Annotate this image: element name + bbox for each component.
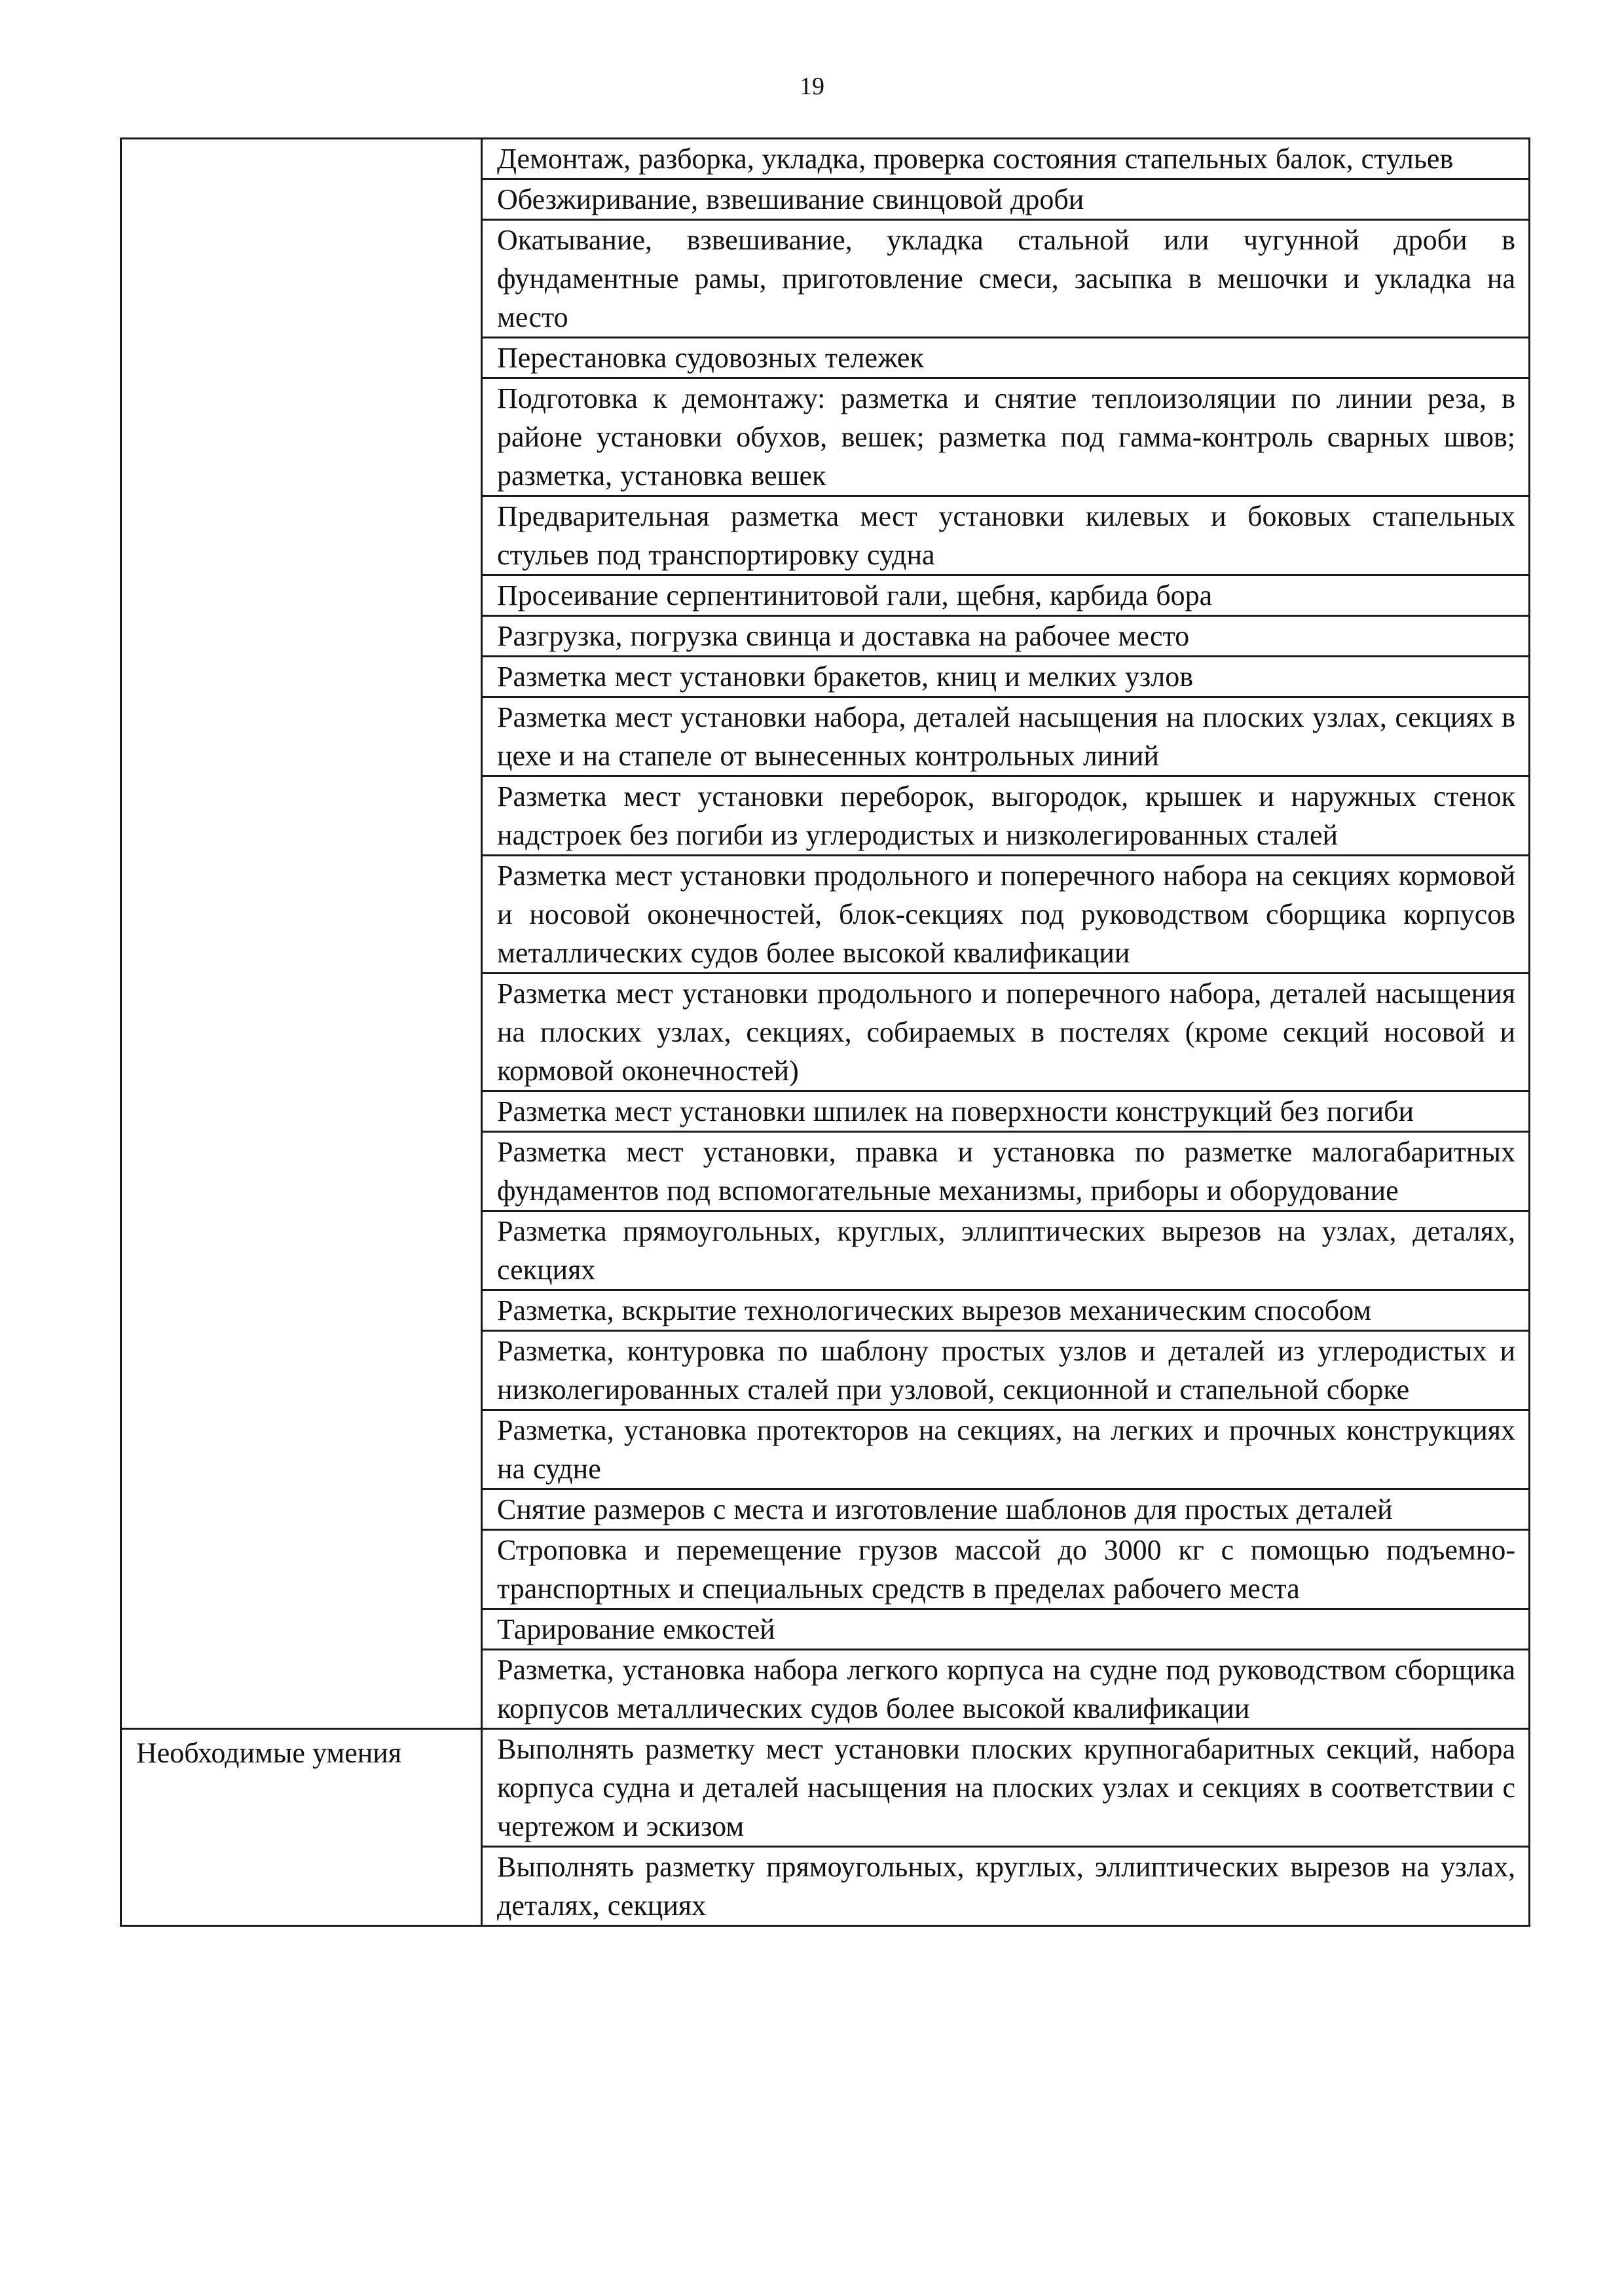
- table-row: [121, 139, 1530, 179]
- table-cell: Разметка прямоугольных, круглых, эллиптических вырезов на узлах, деталях, секциях: [482, 1211, 1530, 1290]
- table-cell: Тарирование емкостей: [482, 1609, 1530, 1650]
- table-cell: Снятие размеров с места и изготовление шаблонов для простых деталей: [482, 1489, 1530, 1530]
- table-cell: Разметка мест установки переборок, выгородок, крышек и наружных стенок надстроек без погиби из углеродистых и низколегированных сталей: [482, 776, 1530, 856]
- table-cell: Разметка мест установки бракетов, книц и мелких узлов: [482, 657, 1530, 697]
- table-cell: Выполнять разметку мест установки плоских крупногабаритных секций, набора корпуса судна и деталей насыщения на плоских узлах и секциях в соответствии с чертежом и эскизом: [482, 1729, 1530, 1847]
- table-cell: Разметка мест установки набора, деталей насыщения на плоских узлах, секциях в цехе и на стапеле от вынесенных контрольных линий: [482, 697, 1530, 776]
- table-cell: Окатывание, взвешивание, укладка стальной или чугунной дроби в фундаментные рамы, приготовление смеси, засыпка в мешочки и укладка на место: [482, 220, 1530, 338]
- block2-label-cell: Необходимые умения: [121, 1729, 482, 1926]
- table-cell: Разметка мест установки продольного и поперечного набора, деталей насыщения на плоских узлах, секциях, собираемых в постелях (кроме секций носовой и кормовой оконечностей): [482, 974, 1530, 1091]
- table-cell: Разметка, контуровка по шаблону простых узлов и деталей из углеродистых и низколегированных сталей при узловой, секционной и стапельной сборке: [482, 1331, 1530, 1410]
- page-number: 19: [800, 73, 824, 100]
- table-cell: Просеивание серпентинитовой гали, щебня, карбида бора: [482, 575, 1530, 616]
- table-cell: Подготовка к демонтажу: разметка и снятие теплоизоляции по линии реза, в районе установки обухов, вешек; разметка под гамма-контроль сварных швов; разметка, установка вешек: [482, 378, 1530, 496]
- table-cell: Разметка, установка набора легкого корпуса на судне под руководством сборщика корпусов металлических судов более высокой квалификации: [482, 1650, 1530, 1729]
- table-cell: Разметка мест установки продольного и поперечного набора на секциях кормовой и носовой оконечностей, блок-секциях под руководством сборщика корпусов металлических судов более высокой квалификации: [482, 856, 1530, 974]
- table-cell: Обезжиривание, взвешивание свинцовой дроби: [482, 179, 1530, 220]
- table-cell: Разметка мест установки шпилек на поверхности конструкций без погиби: [482, 1091, 1530, 1132]
- table-cell: Предварительная разметка мест установки килевых и боковых стапельных стульев под транспортировку судна: [482, 496, 1530, 575]
- table-cell: Разметка, установка протекторов на секциях, на легких и прочных конструкциях на судне: [482, 1410, 1530, 1489]
- table-row: [121, 1729, 1530, 1847]
- table-cell: Строповка и перемещение грузов массой до 3000 кг с помощью подъемно-транспортных и специальных средств в пределах рабочего места: [482, 1530, 1530, 1609]
- table-cell: Перестановка судовозных тележек: [482, 338, 1530, 378]
- table-cell: Разметка, вскрытие технологических вырезов механическим способом: [482, 1290, 1530, 1331]
- table-cell: Разгрузка, погрузка свинца и доставка на рабочее место: [482, 616, 1530, 657]
- table-cell: Выполнять разметку прямоугольных, круглых, эллиптических вырезов на узлах, деталях, секциях: [482, 1847, 1530, 1926]
- table-cell: Демонтаж, разборка, укладка, проверка состояния стапельных балок, стульев: [482, 139, 1530, 179]
- requirements-table: [120, 137, 1530, 1927]
- block1-label-cell: [121, 139, 482, 1729]
- table-cell: Разметка мест установки, правка и установка по разметке малогабаритных фундаментов под вспомогательные механизмы, приборы и оборудование: [482, 1132, 1530, 1211]
